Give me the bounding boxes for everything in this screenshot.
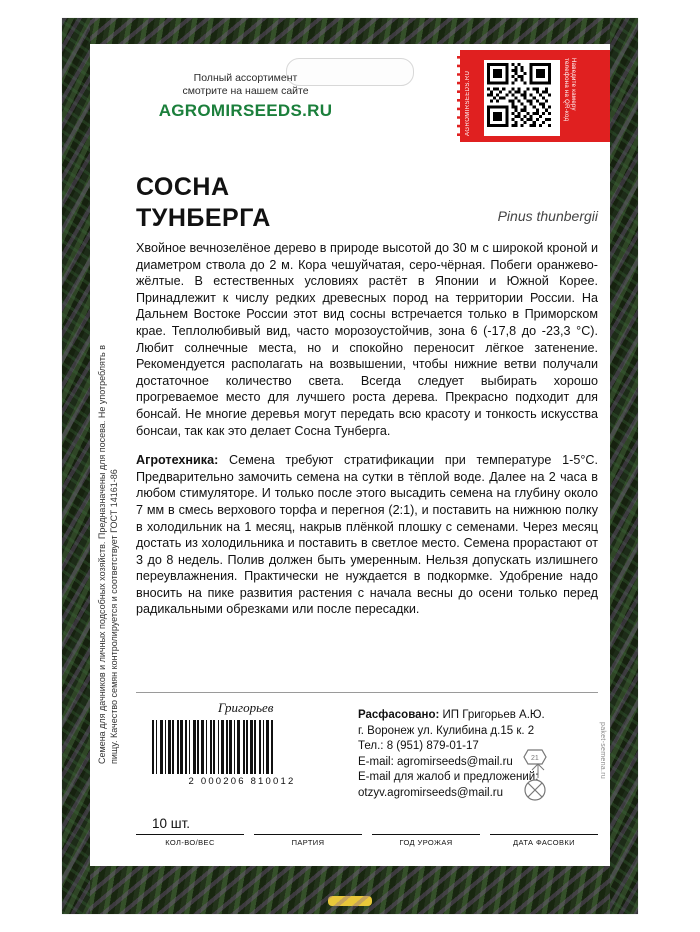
agrotechnics-paragraph <box>136 452 598 618</box>
packer-phone: Тел.: 8 (951) 879-01-17 <box>358 740 479 752</box>
complaints-label: E-mail для жалоб и предложений: <box>358 771 539 783</box>
signature: Григорьев <box>218 700 274 715</box>
packer-line-company <box>358 708 576 724</box>
qr-vertical-left-text: AGROMIRSEEDS.RU <box>465 70 471 136</box>
barcode-bars <box>152 720 332 774</box>
left-photo-edge <box>62 18 90 914</box>
agrotechnics-text: Семена требуют стратификации при температуре 1-5°С. Предварительно замочить семена на сутки в тёплой воде. Далее на 2 часа в любом стимуляторе. И только после этого высадить семена на глубину около 7 мм в смесь верхового торфа и перегноя (2:1), и поставить на нижнюю полку в холодильник на 1 месяц, накрыв плёнкой плошку с семенами. Через месяц достать из холодильника и поставить в светлое место. Семена прорастают от 3 до 8 недель. Полив должен быть умеренным. Нельзя допускать излишнего переувлажнения. Практически не нуждается в подкормке. Удобрение надо вносить на пике развития растения с начала весны до осени только перед радикальными обрезками или после пересадки. <box>136 453 598 617</box>
site-block <box>138 72 353 121</box>
recycling-marks <box>522 744 580 804</box>
yellow-marker <box>328 896 372 906</box>
latin-name: Pinus thunbergii <box>497 208 598 224</box>
email-value: agromirseeds@mail.ru <box>396 755 513 768</box>
quantity-label: 10 шт. <box>152 816 191 831</box>
packet-face <box>90 44 610 866</box>
field-quantity: КОЛ-ВО/ВЕС <box>136 834 244 860</box>
field-batch: ПАРТИЯ <box>254 834 362 860</box>
svg-text:21: 21 <box>531 755 539 762</box>
site-line-1: Полный ассортимент <box>193 72 298 84</box>
title-line-1: СОСНА <box>136 173 230 201</box>
packer-address: г. Воронеж ул. Кулибина д.15 к. 2 <box>358 724 535 737</box>
seed-packet <box>62 18 638 914</box>
agrotechnics-label: Агротехника: <box>136 453 219 468</box>
field-harvest-year: ГОД УРОЖАЯ <box>372 834 480 860</box>
fields-row <box>136 834 598 860</box>
brand-logo: AGROMIRSEEDS.RU <box>158 101 333 120</box>
field-packing-date: ДАТА ФАСОВКИ <box>490 834 598 860</box>
legal-vertical-text: Семена для дачников и личных подсобных хозяйств. Предназначены для посева. Не употреблять в пищу. Качество семян контролируется и соответствует ГОСТ 14161-86 <box>97 344 119 764</box>
side-vertical-note: paket-semena.ru <box>599 722 606 780</box>
barcode-number: 2 000206 810012 <box>188 776 296 787</box>
right-photo-edge <box>610 18 638 914</box>
complaints-email: otzyv.agromirseeds@mail.ru <box>358 786 504 799</box>
bottom-photo-strip <box>90 866 610 914</box>
packer-label: Расфасовано: <box>358 709 440 721</box>
email-label: E-mail: <box>358 755 397 768</box>
packer-company: ИП Григорьев А.Ю. <box>439 709 545 721</box>
qr-code <box>484 60 560 136</box>
top-photo-strip <box>90 18 610 44</box>
barcode <box>152 720 332 787</box>
title-line-2: ТУНБЕРГА <box>136 204 271 232</box>
site-line-2: смотрите на нашем сайте <box>182 85 309 97</box>
qr-block <box>457 50 610 142</box>
qr-vertical-right-text: Наведите камеру телефона на QR-код <box>563 58 576 122</box>
footer-divider <box>136 692 598 693</box>
description-block <box>136 240 598 618</box>
description-text: Хвойное вечнозелёное дерево в природе высотой до 30 м с широкой кроной и диаметром ствола до 2 м. Кора чешуйчатая, серо-чёрная. Побеги оранжево-жёлтые. В естественных условиях растёт в Японии и Южной Корее. Принадлежит к числу редких древесных пород на территории России. На Дальнем Востоке России этот вид сосны встречается только в Приморском крае. Теплолюбивый вид, часто морозоустойчив, зона 6 (-17,8 до -23,3 °С). Любит солнечные места, но и спокойно переносит лёгкое затенение. Рекомендуется располагать на возвышении, чтобы нижние ветви получали достаточное количество света. Всегда следует выбирать хорошо прогреваемое место для лучшего роста дерева. Прекрасно подходит для бонсай. Не многие деревья могут передать всю красоту и тонкость искусства бонсаи, так как это делает Сосна Тунберга. <box>136 241 598 438</box>
page-title <box>136 172 271 234</box>
